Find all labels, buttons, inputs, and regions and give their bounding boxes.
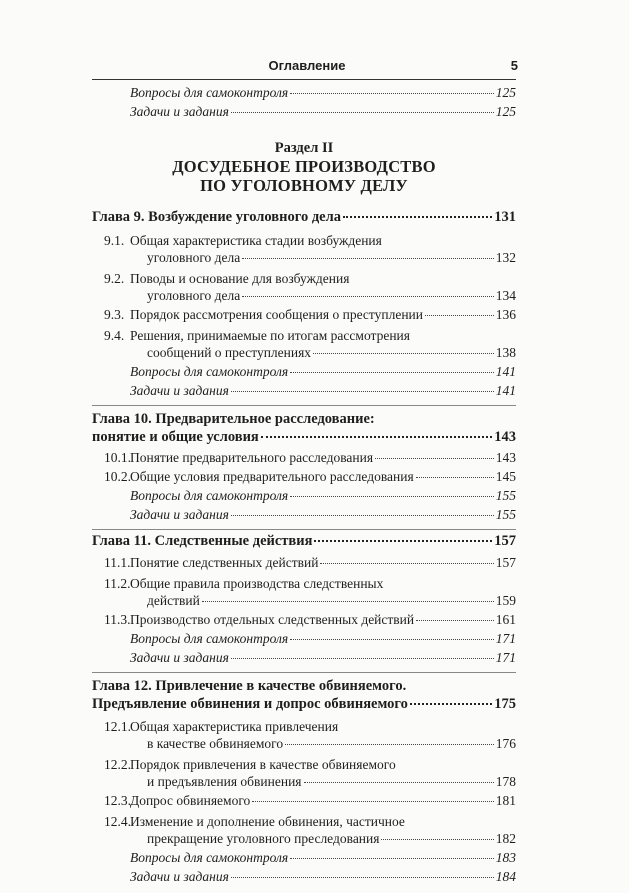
subsection-page: 181 [495,793,516,808]
toc-entry-label: Вопросы для самоконтроля [130,85,289,100]
subsection-title-line-1: Порядок привлечения в качестве обвиняемого [130,757,396,772]
subsection-title: Понятие предварительного расследования [130,450,374,465]
section-label: Раздел II [274,140,334,156]
subsection-title-line-1: Общая характеристика привлечения [130,719,339,734]
subsection-number: 11.3. [104,612,131,627]
section-title-line-1: ДОСУДЕБНОЕ ПРОИЗВОДСТВО [172,157,436,176]
toc-entry-label: Вопросы для самоконтроля [130,631,289,646]
dot-leader [381,839,493,840]
subsection-number: 12.3. [104,793,131,808]
subsection-page: 134 [495,288,516,303]
dot-leader [252,801,493,802]
toc-entry-questions[interactable] [92,488,516,507]
dot-leader [285,744,494,745]
subsection-page: 136 [495,307,516,322]
subsection-number: 11.1. [104,555,131,570]
subsection-page: 176 [495,736,516,751]
toc-entry-tasks[interactable] [92,869,516,888]
subsection-title-line-2: уголовного дела [147,288,241,303]
subsection-title-line-1: Общая характеристика стадии возбуждения [130,233,382,248]
toc-chapter-10[interactable] [92,409,516,450]
chapter-title-line-1: Глава 10. Предварительное расследование: [92,411,375,427]
chapter-title-line-2: понятие и общие условия [92,429,259,445]
toc-entry-label: Задачи и задания [130,650,229,665]
toc-entry-questions[interactable] [92,631,516,650]
subsection-number: 11.2. [104,576,131,591]
subsection-title-line-2: в качестве обвиняемого [147,736,284,751]
chapter-page: 175 [494,696,516,712]
chapter-page: 157 [494,533,516,549]
toc-subsection-12-4[interactable] [92,812,516,850]
subsection-title-line-1: Решения, принимаемые по итогам рассмотрения [130,328,410,343]
section-title-line-2: ПО УГОЛОВНОМУ ДЕЛУ [200,176,408,195]
dot-leader [416,477,494,478]
toc-entry-label: Вопросы для самоконтроля [130,364,289,379]
toc-subsection-9-2[interactable] [92,269,516,307]
dot-leader [290,372,494,373]
header-rule [92,79,516,80]
running-header-page-number: 5 [510,58,518,73]
dot-leader [231,391,494,392]
subsection-title-line-1: Изменение и дополнение обвинения, частичное [130,814,405,829]
toc-entry-page: 125 [495,85,516,100]
subsection-page: 161 [495,612,516,627]
subsection-title-line-2: уголовного дела [147,250,241,265]
subsection-page: 178 [495,774,516,789]
subsection-number: 12.2. [104,757,131,772]
toc-entry-page: 141 [495,383,516,398]
dot-leader [313,353,494,354]
dot-leader [304,782,494,783]
dot-leader [410,703,492,705]
subsection-page: 157 [495,555,516,570]
dot-leader [320,563,493,564]
toc-entry-tasks[interactable] [92,104,516,123]
subsection-page: 143 [495,450,516,465]
toc-entry-label: Вопросы для самоконтроля [130,850,289,865]
dot-leader [231,515,494,516]
subsection-page: 159 [495,593,516,608]
toc-entry-label: Вопросы для самоконтроля [130,488,289,503]
toc-chapter-9[interactable] [92,209,516,231]
toc-entry-questions[interactable] [92,850,516,869]
toc-entry-tasks[interactable] [92,507,516,526]
dot-leader [231,112,494,113]
toc-entry-label: Задачи и задания [130,869,229,884]
toc-entry-page: 125 [495,104,516,119]
subsection-page: 145 [495,469,516,484]
toc-subsection-11-1[interactable] [92,555,516,574]
chapter-divider [92,672,516,673]
subsection-page: 138 [495,345,516,360]
dot-leader [290,858,494,859]
chapter-divider [92,405,516,406]
dot-leader [202,601,494,602]
running-header [96,56,518,76]
subsection-title-line-2: действий [147,593,200,608]
chapter-page: 143 [494,429,516,445]
chapter-title-line-1: Глава 12. Привлечение в качестве обвиняемого. [92,678,407,694]
subsection-title: Порядок рассмотрения сообщения о преступлении [130,307,423,322]
subsection-number: 10.1. [104,450,131,465]
toc-entry-questions[interactable] [92,85,516,104]
toc-entry-label: Задачи и задания [130,104,229,119]
subsection-title: Понятие следственных действий [130,555,319,570]
subsection-number: 9.1. [104,233,125,248]
dot-leader [290,496,494,497]
subsection-title-line-2: сообщений о преступлениях [147,345,312,360]
dot-leader [261,436,492,438]
dot-leader [425,315,494,316]
subsection-title: Общие условия предварительного расследования [130,469,414,484]
chapter-page: 131 [494,209,516,225]
subsection-title-line-2: прекращение уголовного преследования [147,831,380,846]
toc-subsection-11-2[interactable] [92,574,516,612]
dot-leader [416,620,494,621]
subsection-title-line-1: Поводы и основание для возбуждения [130,271,350,286]
subsection-page: 182 [495,831,516,846]
dot-leader [242,258,493,259]
toc-entry-page: 171 [495,631,516,646]
dot-leader [343,216,492,218]
toc-subsection-9-4[interactable] [92,326,516,364]
section-heading [92,139,516,195]
toc-entry-page: 171 [495,650,516,665]
toc-entry-label: Задачи и задания [130,507,229,522]
toc-chapter-11[interactable] [92,533,516,555]
toc-subsection-11-3[interactable] [92,612,516,631]
dot-leader [290,93,494,94]
toc-subsection-12-3[interactable] [92,793,516,812]
running-header-title: Оглавление [268,58,346,73]
table-of-contents [92,85,516,888]
dot-leader [314,540,492,542]
toc-entry-questions[interactable] [92,364,516,383]
toc-entry-page: 141 [495,364,516,379]
subsection-title-line-2: и предъявления обвинения [147,774,302,789]
dot-leader [290,639,494,640]
toc-chapter-12[interactable] [92,676,516,717]
chapter-title-line-2: Предъявление обвинения и допрос обвиняемого [92,696,408,712]
subsection-number: 9.4. [104,328,125,343]
toc-entry-page: 184 [495,869,516,884]
chapter-title: Глава 9. Возбуждение уголовного дела [92,209,341,225]
chapter-title: Глава 11. Следственные действия [92,533,313,549]
toc-entry-page: 155 [495,507,516,522]
dot-leader [375,458,494,459]
toc-subsection-12-2[interactable] [92,755,516,793]
subsection-number: 12.4. [104,814,131,829]
toc-entry-tasks[interactable] [92,383,516,402]
toc-entry-page: 183 [495,850,516,865]
toc-subsection-9-1[interactable] [92,231,516,269]
dot-leader [231,658,494,659]
toc-subsection-9-3[interactable] [92,307,516,326]
subsection-page: 132 [495,250,516,265]
subsection-title-line-1: Общие правила производства следственных [130,576,384,591]
toc-entry-tasks[interactable] [92,650,516,669]
subsection-number: 9.3. [104,307,125,322]
toc-subsection-10-1[interactable] [92,450,516,469]
toc-entry-page: 155 [495,488,516,503]
toc-entry-label: Задачи и задания [130,383,229,398]
toc-subsection-12-1[interactable] [92,717,516,755]
subsection-number: 10.2. [104,469,131,484]
subsection-number: 12.1. [104,719,131,734]
chapter-divider [92,529,516,530]
dot-leader [231,877,494,878]
subsection-title: Производство отдельных следственных действий [130,612,415,627]
dot-leader [242,296,493,297]
subsection-title: Допрос обвиняемого [130,793,251,808]
toc-subsection-10-2[interactable] [92,469,516,488]
subsection-number: 9.2. [104,271,125,286]
